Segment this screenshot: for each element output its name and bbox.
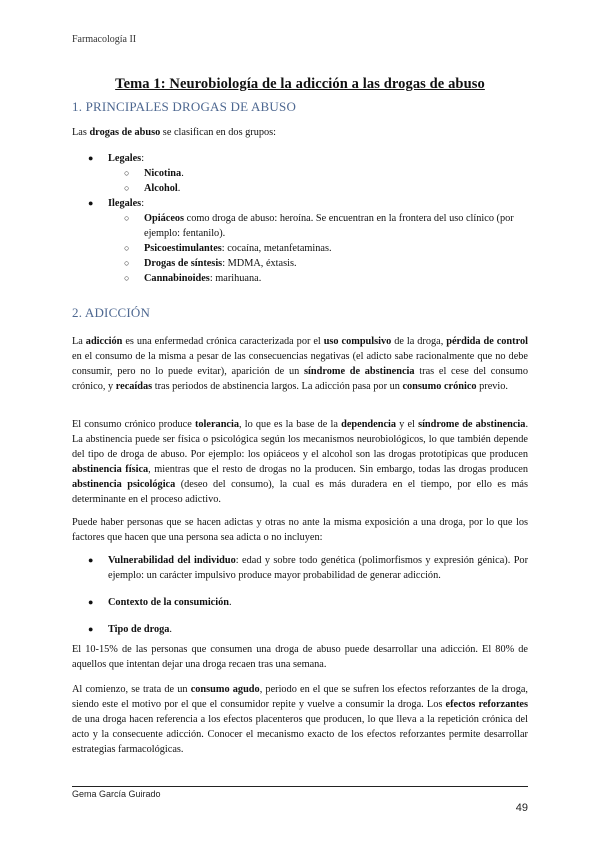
bold-term: pérdida de control bbox=[446, 336, 528, 347]
text-run: previo. bbox=[476, 381, 509, 392]
text-run: de la droga, bbox=[391, 336, 447, 347]
bold-term: dependencia bbox=[341, 419, 397, 430]
section-heading-adiccion: 2. ADICCIÓN bbox=[72, 305, 151, 320]
text-run: en el consumo de la misma a pesar de las consecuencias negativas (el adicto sabe racionalmente que no debe consumir, pero no lo puede evitar), aparición de un bbox=[72, 351, 528, 377]
footer-divider bbox=[72, 786, 528, 787]
text-run: tras periodos de abstinencia largos. La adicción pasa por un bbox=[152, 381, 403, 392]
text-run: (deseo del consumo), la cual es más duradera en el tiempo, por ello es más determinante en el proceso adictivo. bbox=[72, 479, 528, 505]
bullet-icon: ● bbox=[88, 597, 94, 607]
list-item: ○ Drogas de síntesis: MDMA, éxtasis. bbox=[124, 258, 297, 269]
list-item: ○ Opiáceos como droga de abuso: heroína. Se encuentran en la frontera del uso clínico (por ejemplo: fentanilo). bbox=[124, 213, 514, 239]
bold-term: consumo crónico bbox=[402, 381, 477, 392]
section-heading-drogas: 1. PRINCIPALES DROGAS DE ABUSO bbox=[72, 99, 297, 114]
text-run: y el bbox=[396, 419, 419, 430]
footer-author: Gema García Guirado bbox=[72, 789, 161, 799]
text-run: tras el cese del consumo crónico, y bbox=[72, 366, 528, 392]
circle-bullet-icon: ○ bbox=[124, 213, 130, 223]
list-item: ○ Alcohol. bbox=[124, 183, 181, 194]
running-header: Farmacología II bbox=[72, 34, 137, 45]
text-run: de una droga hacen referencia a los efectos placenteros que producen, lo que lleva a la repetición crónica del acto y la consecuente adicción. Conocer el mecanismo exacto de los efectos reforzantes permite desarrollar estrategias farmacológicas. bbox=[72, 714, 528, 755]
bullet-icon: ● bbox=[88, 153, 94, 163]
text-run: es una enfermedad crónica caracterizada por el bbox=[122, 336, 324, 347]
text-run: Al comienzo, se trata de un bbox=[72, 684, 191, 695]
bold-term: síndrome de abstinencia bbox=[304, 366, 415, 377]
paragraph-factores: Puede haber personas que se hacen adictas y otras no ante la misma exposición a una droga, por lo que los factores que hacen que una persona sea adicta o no incluyen: bbox=[72, 517, 528, 543]
list-item: ○ Psicoestimulantes: cocaína, metanfetaminas. bbox=[124, 243, 332, 254]
bold-term: efectos reforzantes bbox=[445, 699, 528, 710]
drug-groups-list bbox=[72, 151, 528, 286]
bold-term: uso compulsivo bbox=[323, 336, 392, 347]
text-run: , lo que es la base de la bbox=[239, 419, 342, 430]
circle-bullet-icon: ○ bbox=[124, 183, 130, 193]
list-item-tipo: ● Tipo de droga. bbox=[88, 624, 172, 635]
text-run: , periodo en el que se sufren los efectos reforzantes de la droga, siendo este el motivo por el que el consumidor repite y vuelve a consumir la droga. Los bbox=[72, 684, 528, 710]
bold-term: recaídas bbox=[115, 381, 153, 392]
paragraph-consumo-agudo bbox=[72, 682, 528, 757]
intro-paragraph: Las drogas de abuso se clasifican en dos grupos: bbox=[72, 127, 277, 138]
list-item: ○ Nicotina. bbox=[124, 168, 184, 179]
bold-term: abstinencia física bbox=[72, 464, 149, 475]
page-title: Tema 1: Neurobiología de la adicción a las drogas de abuso bbox=[115, 76, 485, 92]
bold-term: tolerancia bbox=[194, 419, 240, 430]
bullet-icon: ● bbox=[88, 198, 94, 208]
paragraph-consumo-cronico bbox=[72, 417, 528, 507]
bullet-icon: ● bbox=[88, 555, 94, 565]
list-item-vulnerabilidad: ● Vulnerabilidad del individuo: edad y sobre todo genética (polimorfismos y expresión génica). Por ejemplo: un carácter impulsivo produce mayor probabilidad de generar adicción. bbox=[88, 555, 528, 581]
list-item-contexto: ● Contexto de la consumición. bbox=[88, 597, 232, 608]
bold-term: abstinencia psicológica bbox=[72, 479, 176, 490]
page-number: 49 bbox=[515, 802, 528, 814]
bold-term: síndrome de abstinencia bbox=[418, 419, 526, 430]
list-item-legales: ● Legales: ○ Nicotina. ○ Alcohol. bbox=[72, 151, 528, 196]
bold-term: adicción bbox=[85, 336, 123, 347]
text-run: . La abstinencia puede ser física o psicológica según los mecanismos neurobiológicos, lo que también depende del tipo de droga de abuso. Por ejemplo: los opiáceos y el alcohol son las drogas prototípicas que producen bbox=[72, 419, 529, 460]
list-item-ilegales: ● Ilegales: ○ Opiáceos como droga de abuso: heroína. Se encuentran en la frontera del uso clínico (por ejemplo: fentanilo). ○ Psicoestimulantes: cocaína, metanfetaminas. ○ Drogas de síntesis: MDMA, éxtasis. ○ Cannabinoides: marihuana. bbox=[72, 196, 528, 286]
text-run: , mientras que el resto de drogas no la producen. Sin embargo, todas las drogas producen bbox=[148, 464, 529, 475]
text-run: El consumo crónico produce bbox=[72, 419, 195, 430]
factors-list bbox=[72, 553, 528, 637]
paragraph-adiccion bbox=[72, 334, 528, 394]
list-item: ○ Cannabinoides: marihuana. bbox=[124, 273, 262, 284]
bullet-icon: ● bbox=[88, 624, 94, 634]
paragraph-estadisticas: El 10-15% de las personas que consumen una droga de abuso puede desarrollar una adicción. El 80% de aquellos que intentan dejar una droga recaen tras una semana. bbox=[72, 644, 528, 670]
bold-term: consumo agudo bbox=[190, 684, 260, 695]
circle-bullet-icon: ○ bbox=[124, 168, 130, 178]
circle-bullet-icon: ○ bbox=[124, 273, 130, 283]
text-run: La bbox=[72, 336, 86, 347]
circle-bullet-icon: ○ bbox=[124, 258, 130, 268]
circle-bullet-icon: ○ bbox=[124, 243, 130, 253]
